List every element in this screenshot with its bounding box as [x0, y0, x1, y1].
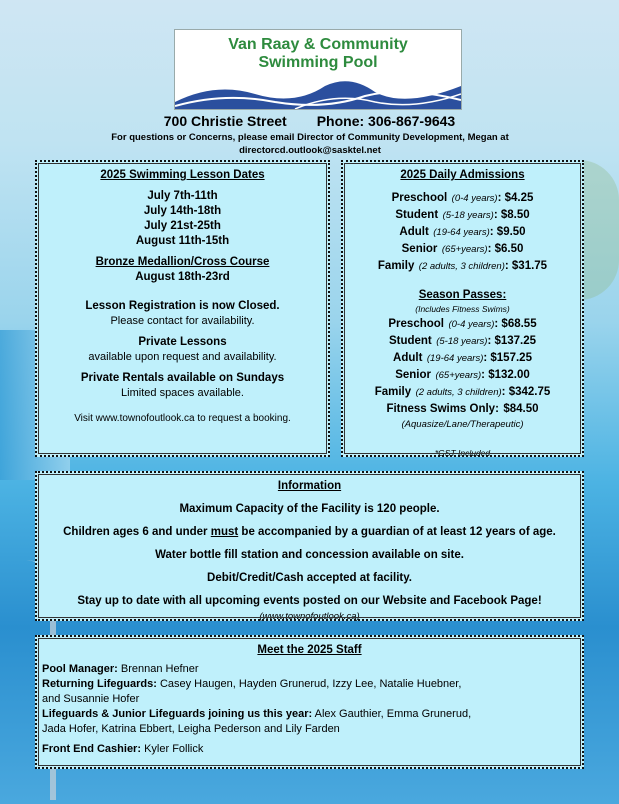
contact-line-1: For questions or Concerns, please email Director of Community Development, Megan at — [111, 132, 509, 143]
street-address: 700 Christie Street — [163, 113, 287, 129]
staff-heading: Meet the 2025 Staff — [257, 644, 362, 656]
bronze-heading: Bronze Medallion/Cross Course — [95, 256, 270, 268]
rentals-title: Private Rentals available on Sundays — [80, 372, 285, 384]
daily-price-row: Senior (65+years): $6.50 — [401, 243, 524, 255]
returning-lifeguards-cont: and Susannie Hofer — [42, 693, 140, 705]
capacity-text: Maximum Capacity of the Facility is 120 people. — [179, 503, 440, 515]
season-passes-note: (Includes Fitness Swims) — [415, 304, 510, 314]
season-price-row: Preschool (0-4 years): $68.55 — [388, 318, 537, 330]
registration-contact: Please contact for availability. — [110, 315, 255, 327]
payment-text: Debit/Credit/Cash accepted at facility. — [207, 572, 412, 584]
daily-price-row: Adult (19-64 years): $9.50 — [399, 226, 526, 238]
daily-price-row: Family (2 adults, 3 children): $31.75 — [377, 260, 548, 272]
gst-note: *GST Included — [434, 448, 491, 458]
visit-website-text: Visit www.townofoutlook.ca to request a booking. — [74, 413, 291, 424]
information-panel — [35, 471, 584, 621]
season-price-row: Adult (19-64 years): $157.25 — [393, 352, 532, 364]
admissions-heading: 2025 Daily Admissions — [400, 169, 525, 181]
info-heading: Information — [277, 480, 342, 492]
staff-panel — [35, 635, 584, 769]
lesson-heading: 2025 Swimming Lesson Dates — [100, 169, 265, 181]
website-url[interactable]: (www.townofoutlook.ca) — [259, 611, 360, 622]
lesson-dates-panel — [35, 160, 330, 457]
admissions-panel — [341, 160, 584, 457]
fitness-note: (Aquasize/Lane/Therapeutic) — [401, 419, 524, 430]
logo-title-line2: Swimming Pool — [258, 54, 378, 71]
address-line — [0, 113, 619, 129]
contact-note — [40, 131, 580, 157]
returning-lifeguards-row: Returning Lifeguards: Casey Haugen, Hayden Grunerud, Izzy Lee, Natalie Huebner, — [42, 678, 462, 690]
logo-title-line1: Van Raay & Community — [228, 36, 408, 53]
pool-manager-row: Pool Manager: Brennan Hefner — [42, 663, 199, 675]
phone-number: Phone: 306-867-9643 — [316, 113, 456, 129]
lesson-date: July 7th-11th — [147, 190, 218, 202]
new-lifeguards-cont: Jada Hofer, Katrina Ebbert, Leigha Pederson and Lily Farden — [42, 723, 340, 735]
children-policy: Children ages 6 and under must be accompanied by a guardian of at least 12 years of age. — [63, 526, 556, 538]
fitness-price-row: Fitness Swims Only: $84.50 — [386, 403, 539, 415]
bronze-dates: August 18th-23rd — [135, 271, 230, 283]
lesson-date: July 14th-18th — [143, 205, 222, 217]
daily-price-row: Student (5-18 years): $8.50 — [395, 209, 530, 221]
stay-updated-text: Stay up to date with all upcoming events posted on our Website and Facebook Page! — [77, 595, 542, 607]
season-price-row: Student (5-18 years): $137.25 — [388, 335, 537, 347]
new-lifeguards-row: Lifeguards & Junior Lifeguards joining us this year: Alex Gauthier, Emma Grunerud, — [42, 708, 472, 720]
rentals-text: Limited spaces available. — [121, 387, 244, 399]
cashier-row: Front End Cashier: Kyler Follick — [42, 743, 204, 755]
season-price-row: Senior (65+years): $132.00 — [395, 369, 530, 381]
water-concession-text: Water bottle fill station and concession available on site. — [155, 549, 464, 561]
season-price-row: Family (2 adults, 3 children): $342.75 — [374, 386, 551, 398]
pool-logo — [174, 29, 462, 110]
wave-logo-icon — [175, 72, 461, 109]
daily-price-row: Preschool (0-4 years): $4.25 — [391, 192, 534, 204]
lesson-date: July 21st-25th — [144, 220, 221, 232]
contact-email: directorcd.outlook@sasktel.net — [239, 145, 381, 156]
season-passes-heading: Season Passes: — [418, 289, 507, 301]
private-lessons-title: Private Lessons — [138, 336, 227, 348]
registration-closed: Lesson Registration is now Closed. — [85, 300, 280, 312]
private-lessons-text: available upon request and availability. — [88, 351, 277, 363]
lesson-date: August 11th-15th — [135, 235, 230, 247]
